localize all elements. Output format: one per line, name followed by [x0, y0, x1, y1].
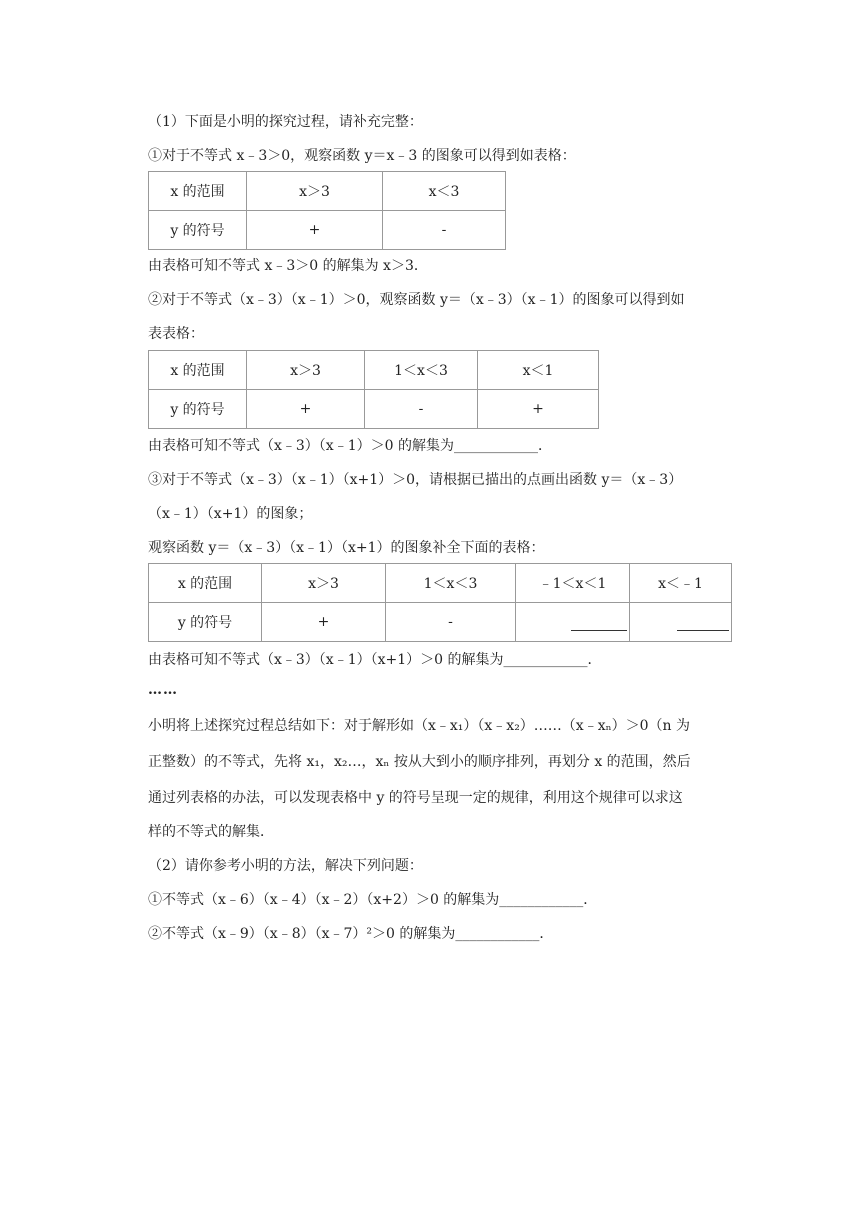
table-cell: - — [386, 603, 516, 642]
step3-conclusion: 由表格可知不等式（x﹣3）（x﹣1）（x+1）＞0 的解集为____________． — [148, 652, 602, 668]
table-cell: x＞3 — [247, 172, 383, 211]
table-cell: x 的范围 — [149, 564, 262, 603]
table-1 — [148, 171, 506, 250]
part2-heading: （2）请你参考小明的方法，解决下列问题： — [148, 858, 423, 874]
table-cell: + — [247, 390, 365, 429]
table-cell: x 的范围 — [149, 172, 247, 211]
table-cell: y 的符号 — [149, 211, 247, 250]
table-row — [149, 351, 599, 390]
summary-line-2: 正整数）的不等式，先将 x₁，x₂…，xₙ 按从大到小的顺序排列，再划分 x 的范围，然后 — [148, 754, 691, 770]
step3-observe: 观察函数 y＝（x﹣3）（x﹣1）（x+1）的图象补全下面的表格： — [148, 540, 545, 556]
question-2: ②不等式（x﹣9）（x﹣8）（x﹣7）²＞0 的解集为____________． — [148, 926, 554, 942]
step2-text: ②对于不等式（x﹣3）（x﹣1）＞0，观察函数 y＝（x﹣3）（x﹣1）的图象可以得到如 — [148, 292, 685, 308]
ellipsis: …… — [148, 682, 178, 698]
question-1: ①不等式（x﹣6）（x﹣4）（x﹣2）（x+2）＞0 的解集为____________． — [148, 892, 598, 908]
step1-conclusion: 由表格可知不等式 x﹣3＞0 的解集为 x＞3． — [148, 258, 428, 274]
table-cell: + — [262, 603, 386, 642]
table-cell: x＞3 — [247, 351, 365, 390]
step1-text: ①对于不等式 x﹣3＞0，观察函数 y＝x﹣3 的图象可以得到如表格： — [148, 148, 576, 164]
table-cell: + — [478, 390, 599, 429]
table-cell: x＜3 — [383, 172, 506, 211]
table-cell: y 的符号 — [149, 603, 262, 642]
table-cell: - — [365, 390, 478, 429]
step3-text: ③对于不等式（x﹣3）（x﹣1）（x+1）＞0，请根据已描出的点画出函数 y＝（x﹣3） — [148, 472, 683, 488]
step3-text-cont: （x﹣1）（x+1）的图象； — [148, 506, 313, 522]
table-row — [149, 211, 506, 250]
table-3 — [148, 563, 732, 642]
table-row — [149, 172, 506, 211]
table-cell: x＜1 — [478, 351, 599, 390]
summary-line-3: 通过列表格的办法，可以发现表格中 y 的符号呈现一定的规律，利用这个规律可以求这 — [148, 790, 683, 806]
summary-line-4: 样的不等式的解集． — [148, 824, 274, 840]
step2-text-cont: 表表格： — [148, 326, 204, 342]
table-cell: y 的符号 — [149, 390, 247, 429]
table-row — [149, 603, 732, 642]
table-cell: ﹣1＜x＜1 — [516, 564, 630, 603]
table-cell: 1＜x＜3 — [386, 564, 516, 603]
table-row — [149, 390, 599, 429]
answer-blank-cell[interactable] — [630, 603, 732, 642]
table-cell: x＜﹣1 — [630, 564, 732, 603]
step2-conclusion: 由表格可知不等式（x﹣3）（x﹣1）＞0 的解集为____________． — [148, 438, 552, 454]
table-cell: 1＜x＜3 — [365, 351, 478, 390]
table-cell: x＞3 — [262, 564, 386, 603]
table-2 — [148, 350, 599, 429]
table-row — [149, 564, 732, 603]
summary-line-1: 小明将上述探究过程总结如下：对于解形如（x﹣x₁）（x﹣x₂）……（x﹣xₙ）＞0（n 为 — [148, 718, 691, 734]
table-cell: x 的范围 — [149, 351, 247, 390]
answer-blank — [571, 614, 627, 631]
table-cell: - — [383, 211, 506, 250]
table-cell: + — [247, 211, 383, 250]
answer-blank-cell[interactable] — [516, 603, 630, 642]
answer-blank — [677, 614, 729, 631]
part1-heading: （1）下面是小明的探究过程，请补充完整： — [148, 114, 423, 130]
